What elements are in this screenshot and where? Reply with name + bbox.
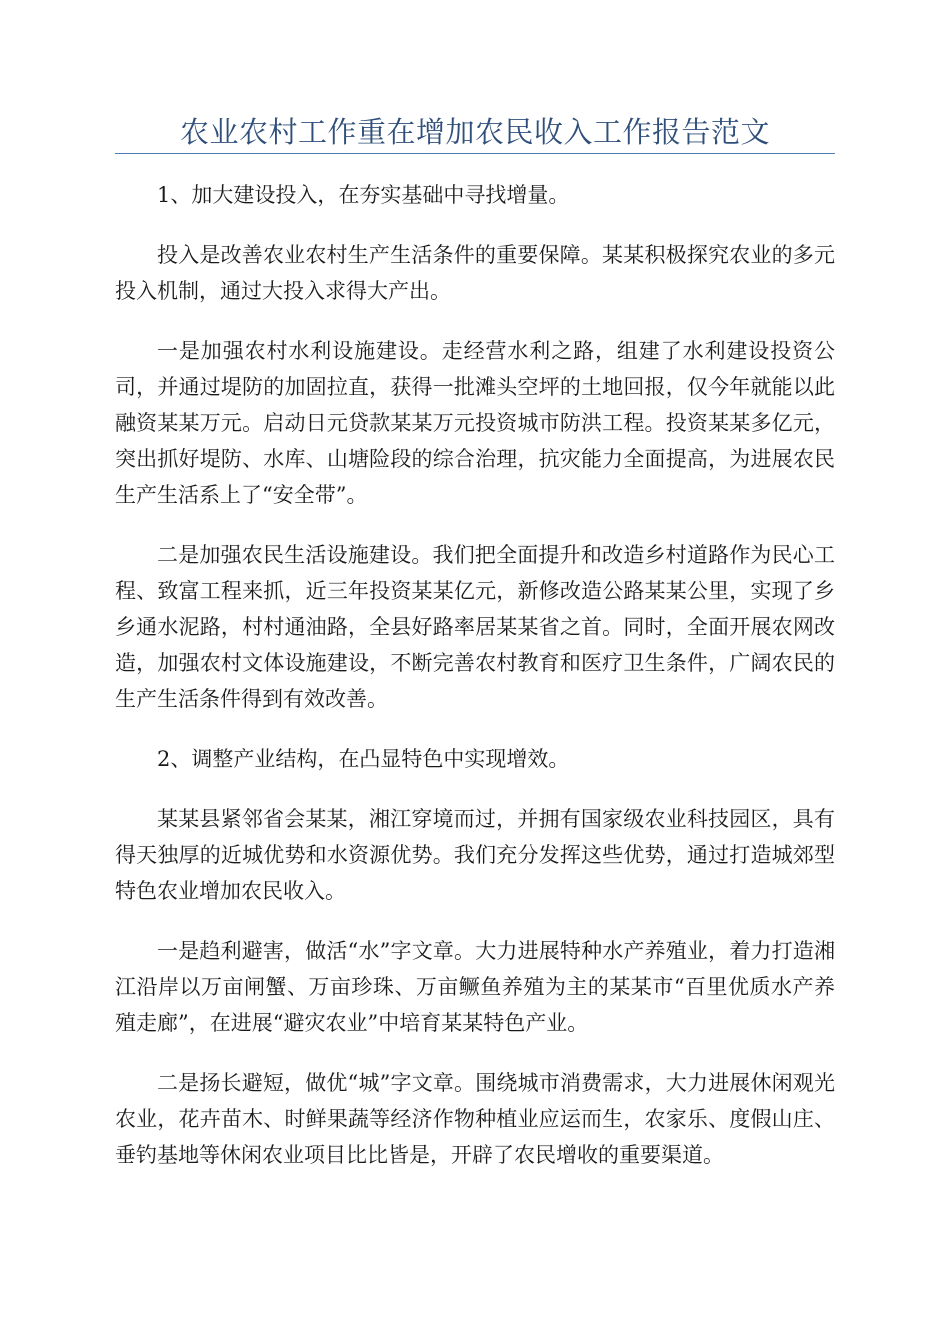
document-title: 农业农村工作重在增加农民收入工作报告范文: [179, 115, 770, 149]
paragraph: 投入是改善农业农村生产生活条件的重要保障。某某积极探究农业的多元投入机制，通过大投入求得大产出。: [115, 243, 835, 303]
paragraph: 一是加强农村水利设施建设。走经营水利之路，组建了水利建设投资公司，并通过堤防的加固拉直，获得一批滩头空坪的土地回报，仅今年就能以此融资某某万元。启动日元贷款某某万元投资城市防洪工程。投资某某多亿元，突出抓好堤防、水库、山塘险段的综合治理，抗灾能力全面提高，为进展农民生产生活系上了“安全带”。: [115, 339, 835, 507]
section-heading-1: 1、加大建设投入，在夯实基础中寻找增量。: [157, 183, 570, 207]
paragraph: 某某县紧邻省会某某，湘江穿境而过，并拥有国家级农业科技园区，具有得天独厚的近城优势和水资源优势。我们充分发挥这些优势，通过打造城郊型特色农业增加农民收入。: [115, 807, 835, 903]
paragraph: 二是加强农民生活设施建设。我们把全面提升和改造乡村道路作为民心工程、致富工程来抓，近三年投资某某亿元，新修改造公路某某公里，实现了乡乡通水泥路，村村通油路，全县好路率居某某省之首。同时，全面开展农网改造，加强农村文体设施建设，不断完善农村教育和医疗卫生条件，广阔农民的生产生活条件得到有效改善。: [115, 543, 835, 711]
section-heading-2: 2、调整产业结构，在凸显特色中实现增效。: [157, 747, 570, 771]
document-body: [115, 177, 835, 1197]
title-underline: [115, 153, 835, 154]
paragraph: 二是扬长避短，做优“城”字文章。围绕城市消费需求，大力进展休闲观光农业，花卉苗木、时鲜果蔬等经济作物种植业应运而生，农家乐、度假山庄、垂钓基地等休闲农业项目比比皆是，开辟了农民增收的重要渠道。: [115, 1071, 835, 1167]
paragraph: 一是趋利避害，做活“水”字文章。大力进展特种水产养殖业，着力打造湘江沿岸以万亩闸蟹、万亩珍珠、万亩鳜鱼养殖为主的某某市“百里优质水产养殖走廊”，在进展“避灾农业”中培育某某特色产业。: [115, 939, 835, 1035]
